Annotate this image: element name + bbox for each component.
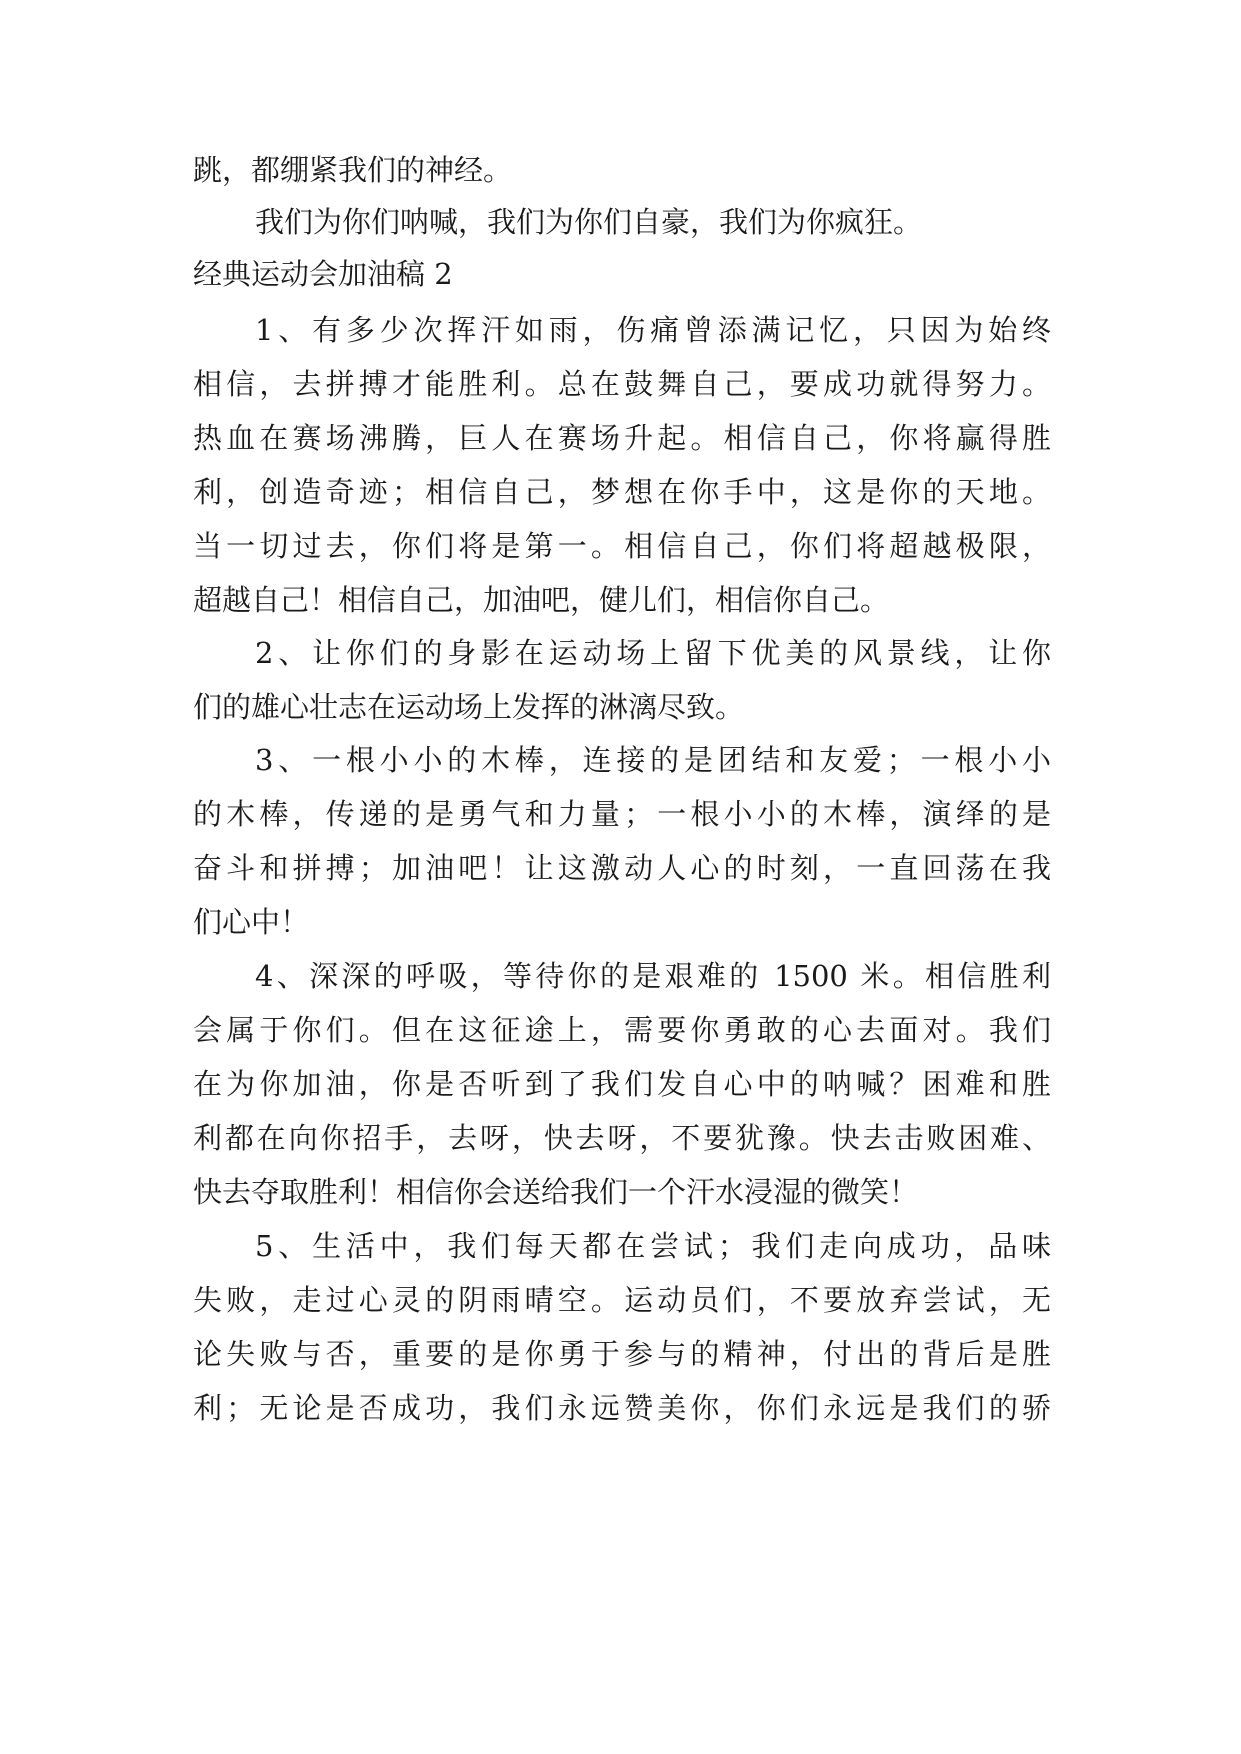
text-line: 在为你加油，你是否听到了我们发自心中的呐喊？困难和胜	[193, 1067, 1051, 1101]
text-line: 相信，去拼搏才能胜利。总在鼓舞自己，要成功就得努力。	[193, 367, 1051, 401]
text-line: 利都在向你招手，去呀，快去呀，不要犹豫。快去击败困难、	[193, 1121, 1051, 1155]
text-line: 超越自己！相信自己，加油吧，健儿们，相信你自己。	[193, 583, 890, 617]
text-line: 奋斗和拼搏；加油吧！让这激动人心的时刻，一直回荡在我	[193, 851, 1051, 885]
text-line: 利，创造奇迹；相信自己，梦想在你手中，这是你的天地。	[193, 475, 1051, 509]
text-line: 们的雄心壮志在运动场上发挥的淋漓尽致。	[193, 690, 745, 724]
text-line: 热血在赛场沸腾，巨人在赛场升起。相信自己，你将赢得胜	[193, 421, 1051, 455]
text-line: 的木棒，传递的是勇气和力量；一根小小的木棒，演绎的是	[193, 797, 1051, 831]
text-line: 1、有多少次挥汗如雨，伤痛曾添满记忆，只因为始终	[255, 313, 1051, 347]
text-line: 当一切过去，你们将是第一。相信自己，你们将超越极限，	[193, 529, 1051, 563]
section-heading: 经典运动会加油稿 2	[193, 257, 453, 291]
text-line: 论失败与否，重要的是你勇于参与的精神，付出的背后是胜	[193, 1337, 1051, 1371]
text-line: 2、让你们的身影在运动场上留下优美的风景线，让你	[255, 636, 1051, 670]
text-line: 们心中！	[193, 905, 310, 939]
text-line: 利；无论是否成功，我们永远赞美你，你们永远是我们的骄	[193, 1391, 1051, 1425]
text-line: 4、深深的呼吸，等待你的是艰难的 1500 米。相信胜利	[255, 959, 1051, 993]
text-line: 失败，走过心灵的阴雨晴空。运动员们，不要放弃尝试，无	[193, 1283, 1051, 1317]
text-line: 3、一根小小的木棒，连接的是团结和友爱；一根小小	[255, 743, 1051, 777]
text-line: 我们为你们呐喊，我们为你们自豪，我们为你疯狂。	[255, 205, 923, 239]
text-line: 5、生活中，我们每天都在尝试；我们走向成功，品味	[255, 1229, 1051, 1263]
text-line: 会属于你们。但在这征途上，需要你勇敢的心去面对。我们	[193, 1013, 1051, 1047]
text-line: 跳，都绷紧我们的神经。	[193, 153, 513, 187]
text-line: 快去夺取胜利！相信你会送给我们一个汗水浸湿的微笑！	[193, 1175, 919, 1209]
